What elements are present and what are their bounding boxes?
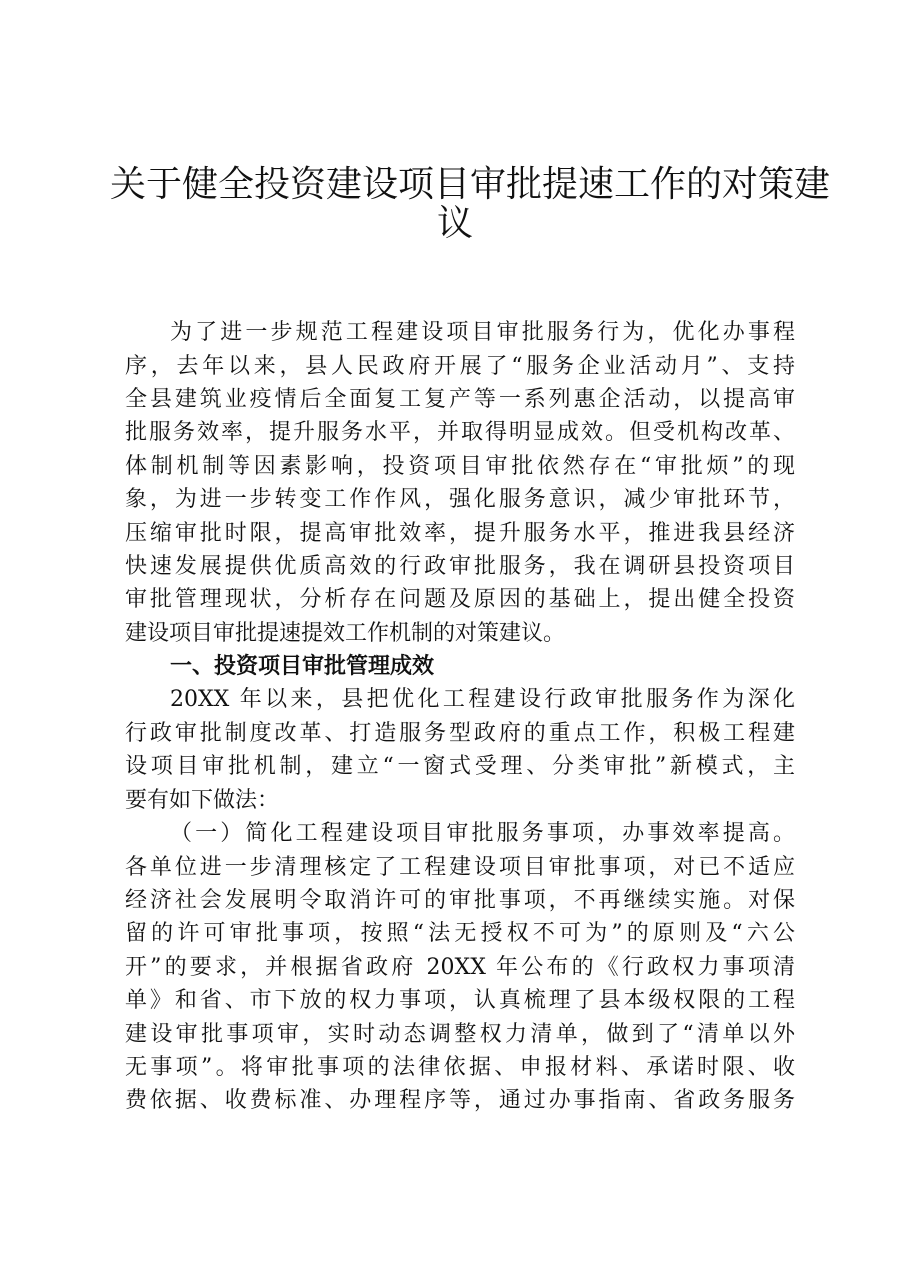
section-heading: 一、投资项目审批管理成效 xyxy=(170,654,435,679)
subsection-heading: （一）简化工程建设项目审批服务事项，办事效率提高。 xyxy=(170,821,795,846)
paragraph-line: 经济社会发展明令取消许可的审批事项，不再继续实施。对保 xyxy=(125,888,795,913)
paragraph-line: 建设审批事项审，实时动态调整权力清单，做到了“清单以外 xyxy=(125,1022,795,1047)
document-title-line-2: 议 xyxy=(436,203,473,244)
paragraph-line: 为了进一步规范工程建设项目审批服务行为，优化办事程 xyxy=(170,320,795,345)
paragraph-line: 体制机制等因素影响，投资项目审批依然存在“审批烦”的现 xyxy=(125,454,795,479)
paragraph-line: 快速发展提供优质高效的行政审批服务，我在调研县投资项目 xyxy=(125,554,795,579)
paragraph-line: 要有如下做法： xyxy=(125,788,280,813)
paragraph-line: 开”的要求，并根据省政府 20XX 年公布的《行政权力事项清 xyxy=(125,955,795,980)
paragraph-line: 设项目审批机制，建立“一窗式受理、分类审批”新模式，主 xyxy=(125,754,795,779)
paragraph-line: 20XX 年以来，县把优化工程建设行政审批服务作为深化 xyxy=(170,687,795,712)
paragraph-line: 行政审批制度改革、打造服务型政府的重点工作，积极工程建 xyxy=(125,721,795,746)
paragraph-line: 压缩审批时限，提高审批效率，提升服务水平，推进我县经济 xyxy=(125,521,795,546)
paragraph-line: 审批管理现状，分析存在问题及原因的基础上，提出健全投资 xyxy=(125,587,795,612)
paragraph-line: 留的许可审批事项，按照“法无授权不可为”的原则及“六公 xyxy=(125,921,795,946)
paragraph-line: 费依据、收费标准、办理程序等，通过办事指南、省政务服务 xyxy=(125,1088,795,1113)
paragraph-line: 各单位进一步清理核定了工程建设项目审批事项，对已不适应 xyxy=(125,855,795,880)
paragraph-line: 建设项目审批提速提效工作机制的对策建议。 xyxy=(125,621,566,646)
document-title-line-1: 关于健全投资建设项目审批提速工作的对策建 xyxy=(110,164,831,205)
paragraph-line: 批服务效率，提升服务水平，并取得明显成效。但受机构改革、 xyxy=(125,420,795,445)
paragraph-line: 无事项”。将审批事项的法律依据、申报材料、承诺时限、收 xyxy=(125,1055,795,1080)
paragraph-line: 全县建筑业疫情后全面复工复产等一系列惠企活动，以提高审 xyxy=(125,387,795,412)
paragraph-line: 单》和省、市下放的权力事项，认真梳理了县本级权限的工程 xyxy=(125,988,795,1013)
paragraph-line: 象，为进一步转变工作作风，强化服务意识，减少审批环节， xyxy=(125,487,795,512)
paragraph-line: 序，去年以来，县人民政府开展了“服务企业活动月”、支持 xyxy=(125,354,795,379)
